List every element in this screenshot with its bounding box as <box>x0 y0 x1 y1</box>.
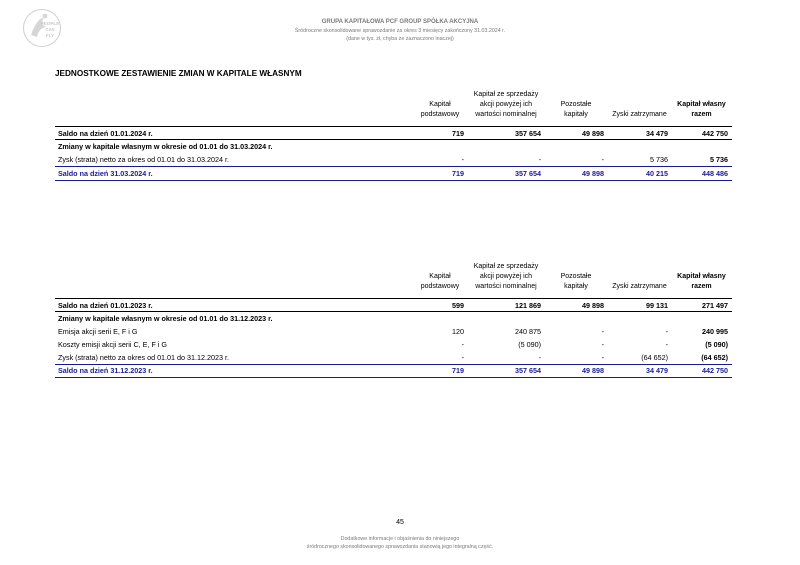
footer-note-line: Dodatkowe informacje i objaśnienia do niniejszego <box>340 536 460 542</box>
col-share-capital: Kapitał podstawowy <box>420 101 460 119</box>
table-row: Koszty emisji akcji serii C, E, F i G - (5 090) - - (5 090) <box>58 339 728 349</box>
col-share-premium: Kapitał ze sprzedaży akcji powyżej ich wartości nominalnej <box>473 263 539 291</box>
footer-note-line: śródrocznego skonsolidowanego sprawozdania stanowią jego integralną część. <box>306 544 494 550</box>
table-row: Zysk (strata) netto za okres od 01.01 do 31.03.2024 r. - - - 5 736 5 736 <box>58 155 728 165</box>
opening-balance-row: Saldo na dzień 01.01.2024 r. 719 357 654 49 898 34 479 442 750 <box>55 126 732 140</box>
col-share-premium: Kapitał ze sprzedaży akcji powyżej ich wartości nominalnej <box>473 91 539 119</box>
closing-balance-row: Saldo na dzień 31.03.2024 r. 719 357 654 49 898 40 215 448 486 <box>55 167 732 181</box>
page-number: 45 <box>396 519 404 526</box>
col-retained-earnings: Zyski zatrzymane <box>612 111 667 119</box>
company-name: GRUPA KAPITAŁOWA PCF GROUP SPÓŁKA AKCYJNA <box>321 19 479 25</box>
svg-text:PEOPLE: PEOPLE <box>40 21 60 26</box>
opening-balance-row: Saldo na dzień 01.01.2023 r. 599 121 869 49 898 99 131 271 497 <box>55 298 732 312</box>
table-row: Emisja akcji serii E, F i G 120 240 875 - - 240 995 <box>58 327 728 337</box>
col-total-equity: Kapitał własny razem <box>677 101 726 119</box>
footer-note <box>0 535 800 551</box>
col-share-capital: Kapitał podstawowy <box>420 273 460 291</box>
changes-heading-row: Zmiany w kapitale własnym w okresie od 01.01 do 31.12.2023 r. <box>58 314 273 324</box>
col-other-capital: Pozostałe kapitały <box>560 101 592 119</box>
units-note: (dane w tys. zł, chyba że zaznaczono inaczej) <box>346 36 454 42</box>
closing-balance-row: Saldo na dzień 31.12.2023 r. 719 357 654 49 898 34 479 442 750 <box>55 364 732 378</box>
table-row: Zysk (strata) netto za okres od 01.01 do 31.12.2023 r. - - - (64 652) (64 652) <box>58 352 728 362</box>
report-subtitle: Śródroczne skonsolidowane sprawozdanie za okres 3 miesięcy zakończony 31.03.2024 r. <box>294 27 506 34</box>
document-header <box>0 18 800 44</box>
column-header-row <box>55 262 732 298</box>
col-other-capital: Pozostałe kapitały <box>560 273 592 291</box>
svg-text:FLY: FLY <box>45 33 55 38</box>
column-header-row <box>55 90 732 126</box>
col-total-equity: Kapitał własny razem <box>677 273 726 291</box>
section-title: JEDNOSTKOWE ZESTAWIENIE ZMIAN W KAPITALE WŁASNYM <box>55 69 302 78</box>
changes-heading-row: Zmiany w kapitale własnym w okresie od 01.01 do 31.03.2024 r. <box>58 142 273 152</box>
svg-text:CAN: CAN <box>45 27 55 32</box>
col-retained-earnings: Zyski zatrzymane <box>612 283 667 291</box>
equity-table-2023 <box>55 262 732 378</box>
equity-table-2024 <box>55 90 732 181</box>
